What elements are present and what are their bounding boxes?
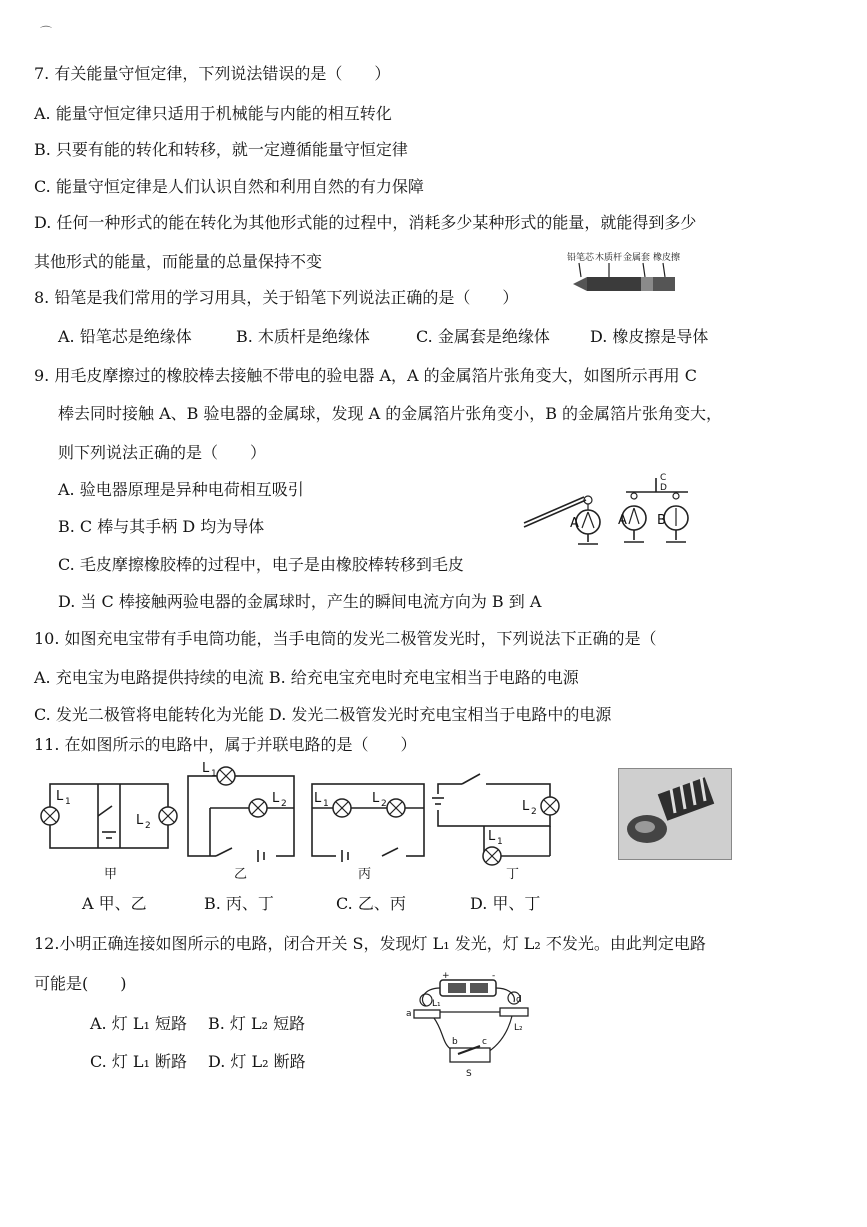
pencil-label-eraser: 橡皮擦: [653, 253, 681, 263]
q11-circuits-figure: [36, 762, 586, 882]
lamp-l1-label: L₁: [432, 999, 441, 1009]
terminal-a-label: a: [406, 1009, 412, 1019]
q9-stem-line3: 则下列说法正确的是（ ）: [58, 443, 267, 462]
ding-label-sub2: 2: [531, 807, 537, 817]
q9-option-b: B. C 棒与其手柄 D 均为导体: [58, 517, 265, 536]
bing-label-sub2: 2: [381, 799, 387, 809]
q7-option-c: C. 能量守恒定律是人们认识自然和利用自然的有力保障: [34, 177, 424, 196]
q12-stem-line1: 12.小明正确连接如图所示的电路，闭合开关 S，发现灯 L₁ 发光，灯 L₂ 不发光。由此判定电路: [34, 934, 706, 953]
terminal-c-label: c: [482, 1037, 487, 1047]
q8-stem: 8. 铅笔是我们常用的学习用具，关于铅笔下列说法正确的是（ ）: [34, 288, 519, 307]
corner-mark: ⌒: [40, 25, 53, 39]
circuit-name-jia: 甲: [104, 867, 118, 882]
q11-option-c: C. 乙、丙: [336, 894, 406, 913]
terminal-d-label: d: [516, 995, 522, 1005]
yi-label-sub2: 2: [281, 799, 287, 809]
ding-label-sub1: 1: [497, 837, 503, 847]
q8-option-b: B. 木质杆是绝缘体: [236, 327, 370, 346]
q7-option-d-line1: D. 任何一种形式的能在转化为其他形式能的过程中，消耗多少某种形式的能量，就能得到多少: [34, 213, 697, 232]
ding-label-l2: L: [522, 799, 530, 814]
circuit-name-yi: 乙: [234, 867, 248, 882]
q10-options-cd: C. 发光二极管将电能转化为光能 D. 发光二极管发光时充电宝相当于电路中的电源: [34, 705, 612, 724]
q12-option-a: A. 灯 L₁ 短路: [90, 1014, 187, 1033]
bing-label-sub1: 1: [323, 799, 329, 809]
terminal-b-label: b: [452, 1037, 458, 1047]
pencil-label-metal: 金属套: [623, 253, 651, 263]
q7-option-d-line2: 其他形式的能量，而能量的总量保持不变: [34, 252, 323, 271]
q9-option-d: D. 当 C 棒接触两验电器的金属球时，产生的瞬间电流方向为 B 到 A: [58, 592, 542, 611]
yi-label-l1: L: [202, 762, 210, 776]
q11-option-b: B. 丙、丁: [204, 894, 274, 913]
q9-option-a: A. 验电器原理是异种电荷相互吸引: [58, 480, 304, 499]
q9-option-c: C. 毛皮摩擦橡胶棒的过程中，电子是由橡胶棒转移到毛皮: [58, 555, 464, 574]
q12-circuit-figure: [404, 972, 544, 1082]
pencil-figure: [565, 247, 685, 303]
q10-stem: 10. 如图充电宝带有手电筒功能，当手电筒的发光二极管发光时，下列说法下正确的是（: [34, 629, 657, 648]
jia-label-l: L: [56, 789, 64, 804]
lamp-l2-label: L₂: [514, 1023, 523, 1033]
q8-option-c: C. 金属套是绝缘体: [416, 327, 550, 346]
q11-stem: 11. 在如图所示的电路中，属于并联电路的是（ ）: [34, 735, 417, 754]
switch-s-label: S: [466, 1069, 472, 1079]
electroscope-figure: [520, 470, 700, 550]
fig-label-b: B: [657, 513, 666, 528]
q11-option-a: A 甲、乙: [82, 894, 147, 913]
pencil-label-lead: 铅笔芯: [567, 253, 595, 263]
yi-label-sub1: 1: [211, 769, 217, 779]
fig-label-d: D: [660, 483, 667, 493]
q12-option-c: C. 灯 L₁ 断路: [90, 1052, 188, 1071]
fig-label-c: C: [660, 473, 667, 483]
q7-option-a: A. 能量守恒定律只适用于机械能与内能的相互转化: [34, 104, 392, 123]
bing-label-l2: L: [372, 791, 380, 806]
q8-option-a: A. 铅笔芯是绝缘体: [58, 327, 192, 346]
q7-stem: 7. 有关能量守恒定律，下列说法错误的是（ ）: [34, 64, 391, 83]
ding-label-l1: L: [488, 829, 496, 844]
q9-stem-line1: 9. 用毛皮摩擦过的橡胶棒去接触不带电的验电器 A，A 的金属箔片张角变大，如图所示再用 C: [34, 366, 697, 385]
fig-label-a-left: A: [570, 516, 579, 531]
q12-stem-line2: 可能是( ): [34, 974, 127, 993]
jia-label-l2: L: [136, 813, 144, 828]
jia-label-sub1: 1: [65, 797, 71, 807]
q12-option-b: B. 灯 L₂ 短路: [208, 1014, 306, 1033]
q7-option-b: B. 只要有能的转化和转移，就一定遵循能量守恒定律: [34, 140, 408, 159]
q9-stem-line2: 棒去同时接触 A、B 验电器的金属球，发现 A 的金属箔片张角变小，B 的金属箔片张角变大，: [58, 404, 723, 423]
circuit-name-bing: 丙: [358, 867, 372, 882]
battery-minus-label: -: [492, 972, 496, 981]
battery-plus-label: +: [442, 972, 450, 981]
circuit-name-ding: 丁: [506, 867, 520, 882]
q11-option-d: D. 甲、丁: [470, 894, 541, 913]
power-bank-photo: [618, 768, 732, 860]
fig-label-a-right: A: [618, 513, 627, 528]
pencil-label-wood: 木质杆: [595, 253, 623, 263]
bing-label-l1: L: [314, 791, 322, 806]
q12-option-d: D. 灯 L₂ 断路: [208, 1052, 306, 1071]
q10-options-ab: A. 充电宝为电路提供持续的电流 B. 给充电宝充电时充电宝相当于电路的电源: [34, 668, 579, 687]
jia-label-sub2: 2: [145, 821, 151, 831]
yi-label-l2: L: [272, 791, 280, 806]
q8-option-d: D. 橡皮擦是导体: [590, 327, 709, 346]
